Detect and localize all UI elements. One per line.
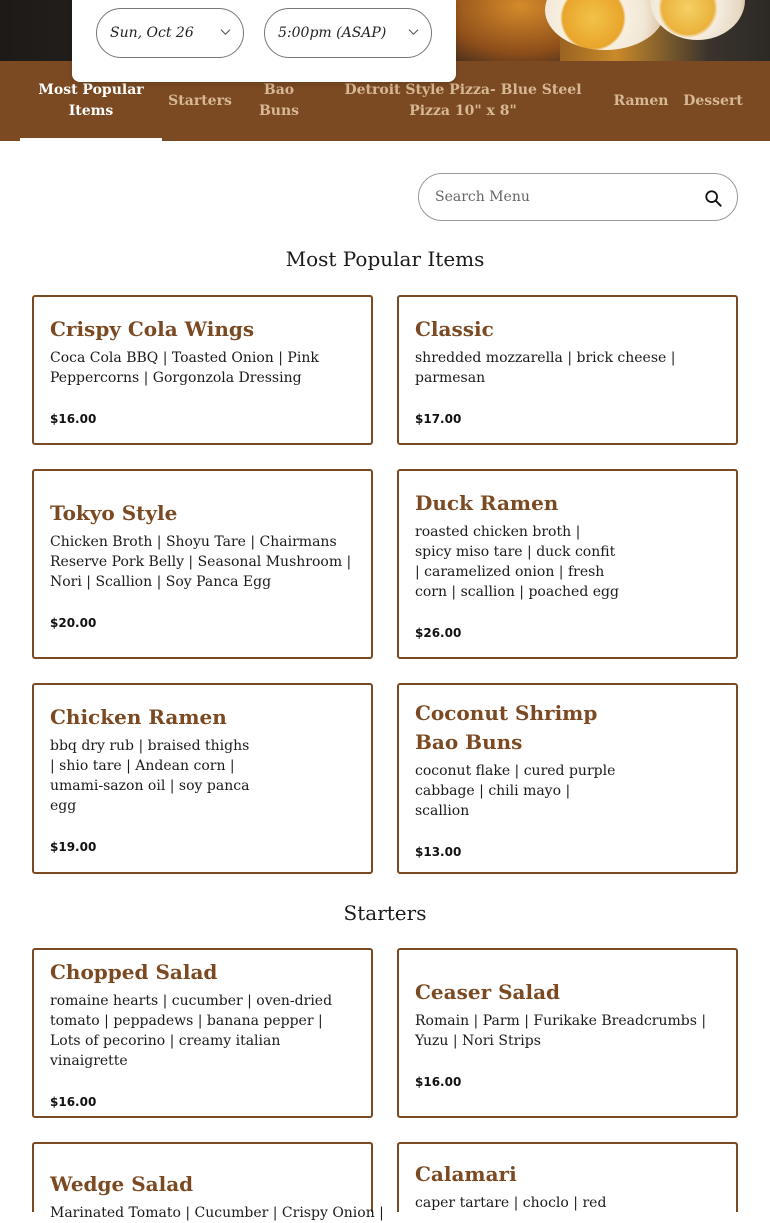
order-time-panel bbox=[72, 0, 456, 82]
menu-item-price: $26.00 bbox=[415, 625, 462, 640]
menu-item-card[interactable] bbox=[397, 1142, 738, 1212]
menu-item-name: Calamari bbox=[415, 1162, 517, 1186]
tab-label: Ramen bbox=[613, 92, 669, 109]
menu-item-description: Marinated Tomato | Cucumber | Crispy Onion | bbox=[50, 1205, 384, 1221]
menu-item-price: $13.00 bbox=[415, 844, 462, 859]
menu-item-name: Duck Ramen bbox=[415, 490, 559, 515]
menu-item-description: coconut flake | cured purple cabbage | chili mayo | scallion bbox=[415, 762, 616, 819]
menu-item-card[interactable] bbox=[32, 295, 373, 445]
menu-item-card[interactable] bbox=[32, 469, 373, 659]
date-select[interactable] bbox=[96, 8, 244, 58]
time-select-value: 5:00pm (ASAP) bbox=[278, 25, 387, 41]
menu-item-description: caper tartare | choclo | red bbox=[415, 1195, 607, 1211]
menu-item-name: Crispy Cola Wings bbox=[50, 316, 255, 341]
search-box bbox=[418, 173, 738, 221]
menu-item-description: romaine hearts | cucumber | oven-dried tomato | peppadews | banana pepper | Lots of pecorino | creamy italian vinaigrette bbox=[50, 992, 333, 1069]
menu-item-price: $17.00 bbox=[415, 411, 462, 426]
chevron-down-icon bbox=[220, 26, 231, 37]
menu-item-card[interactable] bbox=[32, 683, 373, 874]
menu-item-price: $16.00 bbox=[50, 1094, 97, 1109]
menu-item-name: Wedge Salad bbox=[50, 1172, 194, 1196]
menu-item-price: $16.00 bbox=[415, 1074, 462, 1089]
tab-label: Starters bbox=[168, 92, 232, 109]
time-select[interactable] bbox=[264, 8, 432, 58]
menu-item-name: Tokyo Style bbox=[50, 500, 178, 525]
menu-item-description: shredded mozzarella | brick cheese | parmesan bbox=[415, 349, 676, 386]
menu-item-description: Coca Cola BBQ | Toasted Onion | Pink Peppercorns | Gorgonzola Dressing bbox=[50, 349, 319, 386]
menu-item-description: bbq dry rub | braised thighs | shio tare | Andean corn | umami-sazon oil | soy panca egg bbox=[50, 738, 250, 814]
menu-item-name: Classic bbox=[415, 316, 494, 341]
date-select-value: Sun, Oct 26 bbox=[110, 25, 194, 41]
tab-label: Detroit Style Pizza- Blue Steel Pizza 10" x 8" bbox=[344, 82, 582, 119]
menu-item-card[interactable] bbox=[397, 683, 738, 874]
search-input[interactable] bbox=[435, 189, 695, 205]
menu-item-price: $19.00 bbox=[50, 840, 97, 854]
menu-item-name: Ceaser Salad bbox=[415, 979, 561, 1004]
menu-item-card[interactable] bbox=[397, 469, 738, 659]
chevron-down-icon bbox=[408, 26, 419, 37]
menu-item-description: roasted chicken broth | spicy miso tare | duck confit | caramelized onion | fresh corn | scallion | poached egg bbox=[415, 523, 619, 600]
menu-item-price: $20.00 bbox=[50, 615, 97, 630]
menu-item-description: Romain | Parm | Furikake Breadcrumbs | Yuzu | Nori Strips bbox=[415, 1012, 707, 1049]
menu-item-name: Coconut Shrimp Bao Buns bbox=[415, 700, 598, 754]
tab-label: Most Popular Items bbox=[38, 82, 144, 119]
tab-label: Bao Buns bbox=[258, 82, 300, 119]
menu-item-card[interactable] bbox=[397, 295, 738, 445]
menu-item-price: $16.00 bbox=[50, 411, 97, 426]
menu-item-name: Chopped Salad bbox=[50, 959, 218, 984]
tab-ramen[interactable] bbox=[610, 61, 672, 141]
section-title: Starters bbox=[343, 901, 427, 925]
egg-graphic bbox=[545, 0, 665, 50]
tab-dessert[interactable] bbox=[682, 61, 744, 141]
menu-item-description: Chicken Broth | Shoyu Tare | Chairmans Reserve Pork Belly | Seasonal Mushroom | Nori | Scallion | Soy Panca Egg bbox=[50, 533, 352, 590]
egg-graphic bbox=[650, 0, 745, 40]
menu-item-card[interactable] bbox=[32, 1142, 384, 1221]
menu-item-card[interactable] bbox=[32, 948, 373, 1118]
menu-item-card[interactable] bbox=[397, 948, 738, 1118]
menu-item-name: Chicken Ramen bbox=[50, 705, 227, 729]
tab-label: Dessert bbox=[683, 92, 743, 109]
section-title: Most Popular Items bbox=[285, 247, 485, 271]
search-icon[interactable] bbox=[704, 189, 722, 207]
